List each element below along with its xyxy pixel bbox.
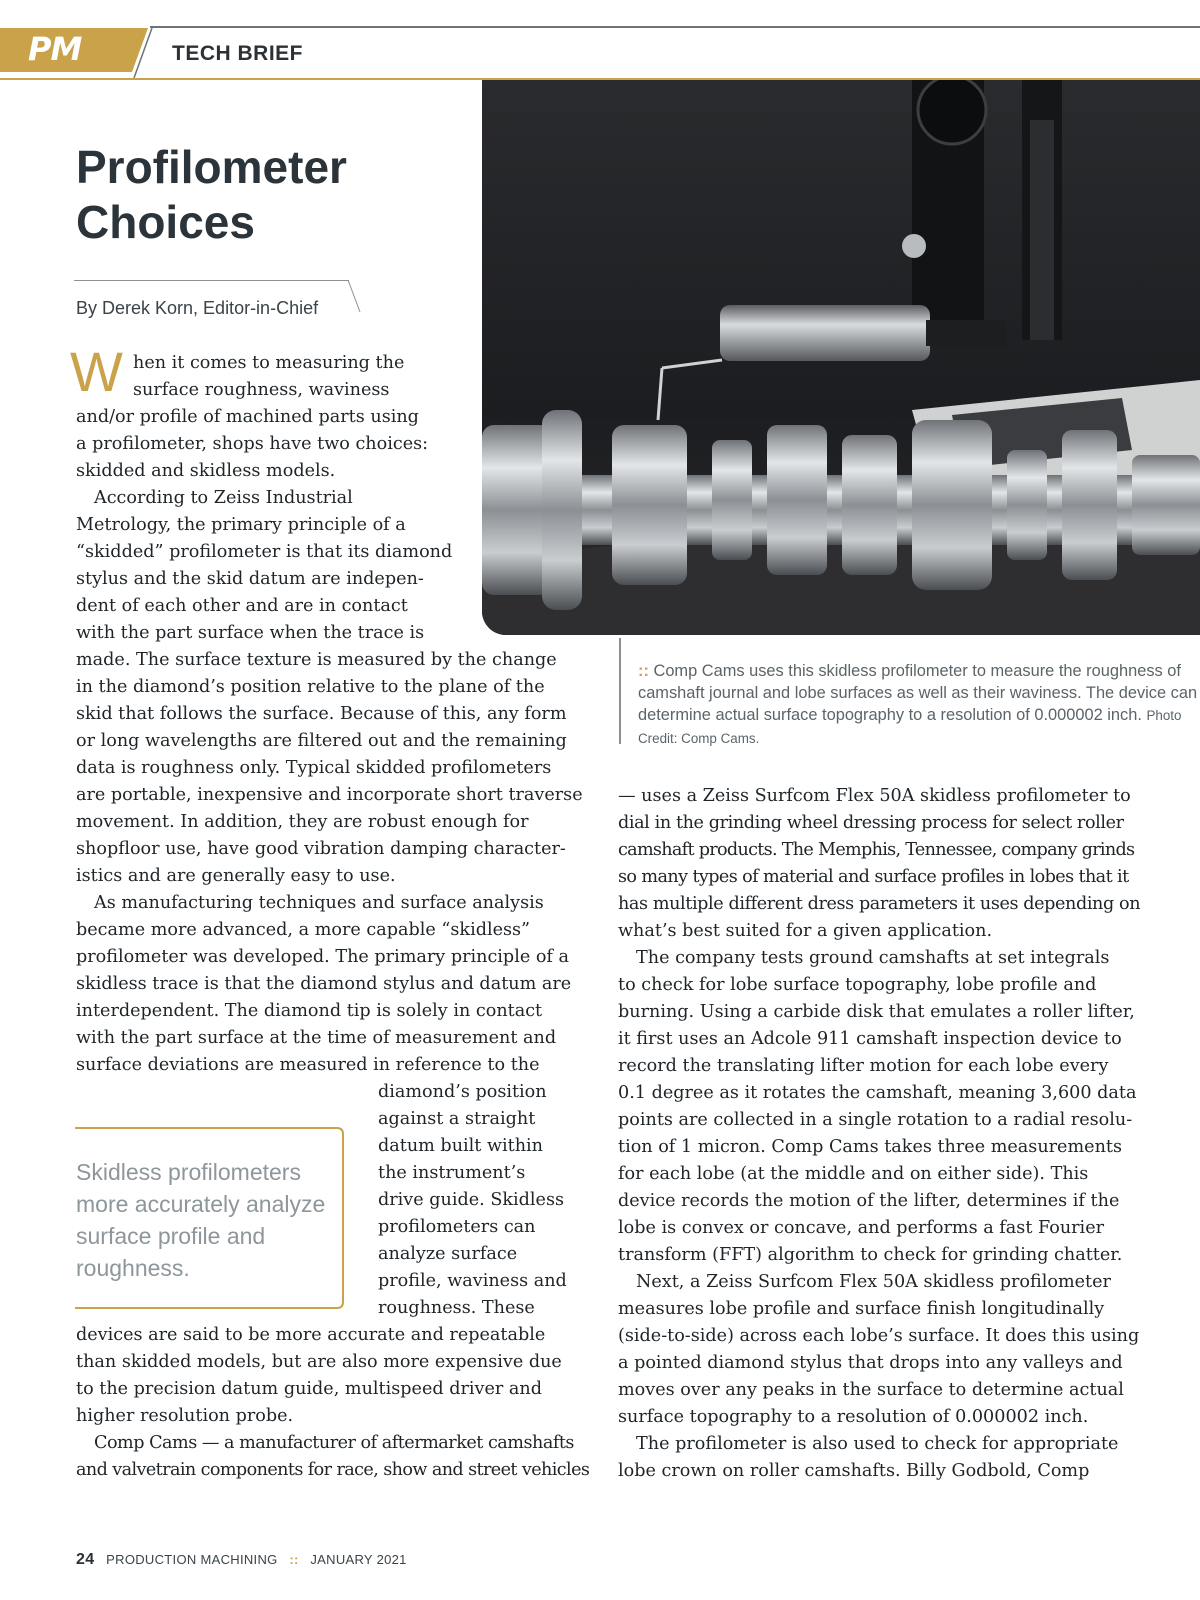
body-line: device records the motion of the lifter, determines if the bbox=[618, 1191, 1120, 1211]
page-footer bbox=[76, 1551, 407, 1569]
body-line: analyze surface bbox=[378, 1244, 518, 1264]
caption-rule bbox=[619, 638, 621, 744]
photo-illustration bbox=[482, 80, 1200, 635]
body-line: As manufacturing techniques and surface analysis bbox=[94, 893, 544, 913]
body-line: a pointed diamond stylus that drops into any valleys and bbox=[618, 1353, 1123, 1373]
body-line: skid that follows the surface. Because of this, any form bbox=[76, 704, 567, 724]
byline: By Derek Korn, Editor-in-Chief bbox=[76, 298, 319, 318]
body-line: to the precision datum guide, multispeed driver and bbox=[76, 1379, 542, 1399]
title-line: Profilometer bbox=[76, 141, 347, 193]
body-line: it first uses an Adcole 911 camshaft inspection device to bbox=[618, 1029, 1122, 1049]
body-line: diamond’s position bbox=[378, 1082, 547, 1102]
body-line: or long wavelengths are filtered out and the remaining bbox=[76, 731, 567, 751]
body-line: lobe is convex or concave, and performs a fast Fourier bbox=[618, 1218, 1105, 1238]
body-line: surface deviations are measured in reference to the bbox=[76, 1055, 540, 1075]
body-line: a profilometer, shops have two choices: bbox=[76, 434, 429, 454]
body-line: 0.1 degree as it rotates the camshaft, meaning 3,600 data bbox=[618, 1083, 1137, 1103]
body-line: in the diamond’s position relative to the plane of the bbox=[76, 677, 545, 697]
body-line: for each lobe (at the middle and on either side). This bbox=[618, 1164, 1089, 1184]
pm-logo: PM bbox=[28, 30, 82, 68]
body-line: what’s best suited for a given application. bbox=[618, 921, 993, 941]
body-line: istics and are generally easy to use. bbox=[76, 866, 396, 886]
publication-name: PRODUCTION MACHINING bbox=[106, 1552, 278, 1567]
drop-cap: W bbox=[70, 340, 123, 403]
body-line: Comp Cams — a manufacturer of aftermarket camshafts bbox=[94, 1433, 574, 1453]
body-line: hen it comes to measuring the bbox=[133, 353, 405, 373]
body-line: “skidded” profilometer is that its diamond bbox=[76, 542, 453, 562]
body-line: Next, a Zeiss Surfcom Flex 50A skidless profilometer bbox=[636, 1272, 1111, 1292]
body-line: became more advanced, a more capable “skidless” bbox=[76, 920, 531, 940]
body-line: record the translating lifter motion for each lobe every bbox=[618, 1056, 1109, 1076]
footer-separator: :: bbox=[289, 1552, 299, 1567]
title-line: Choices bbox=[76, 196, 255, 248]
caption-text: Comp Cams uses this skidless profilometer to measure the roughness of camshaft journal and lobe surfaces as well as their waviness. The device can determine actual surface topography to a resolution of 0.000002 inch. bbox=[638, 662, 1198, 724]
section-label: TECH BRIEF bbox=[172, 42, 303, 65]
body-line: (side-to-side) across each lobe’s surface. It does this using bbox=[618, 1326, 1140, 1346]
page-number: 24 bbox=[76, 1551, 95, 1568]
body-line: higher resolution probe. bbox=[76, 1406, 294, 1426]
body-line: tion of 1 micron. Comp Cams takes three measurements bbox=[618, 1137, 1122, 1157]
body-line: measures lobe profile and surface finish longitudinally bbox=[618, 1299, 1105, 1319]
body-line: profile, waviness and bbox=[378, 1271, 567, 1291]
camshaft-profilometer-photo bbox=[482, 80, 1200, 635]
body-line: Metrology, the primary principle of a bbox=[76, 515, 406, 535]
body-line: stylus and the skid datum are indepen- bbox=[76, 569, 424, 589]
pullquote: Skidless profilometers more accurately analyze surface profile and roughness. bbox=[76, 1159, 326, 1281]
body-line: lobe crown on roller camshafts. Billy Godbold, Comp bbox=[618, 1461, 1090, 1481]
body-line: with the part surface when the trace is bbox=[76, 623, 425, 643]
body-line: The profilometer is also used to check for appropriate bbox=[636, 1434, 1119, 1454]
body-line: moves over any peaks in the surface to determine actual bbox=[618, 1380, 1124, 1400]
body-line: against a straight bbox=[378, 1109, 536, 1129]
body-line: camshaft products. The Memphis, Tennessee, company grinds bbox=[618, 840, 1135, 860]
body-line: — uses a Zeiss Surfcom Flex 50A skidless profilometer to bbox=[618, 786, 1131, 806]
body-line: profilometers can bbox=[378, 1217, 536, 1237]
header-top-rule bbox=[150, 26, 1200, 28]
header-divider-slash bbox=[128, 28, 168, 78]
issue-date: JANUARY 2021 bbox=[310, 1552, 407, 1567]
body-line: burning. Using a carbide disk that emulates a roller lifter, bbox=[618, 1002, 1135, 1022]
body-line: to check for lobe surface topography, lobe profile and bbox=[618, 975, 1097, 995]
body-line: According to Zeiss Industrial bbox=[94, 488, 353, 508]
body-line: and/or profile of machined parts using bbox=[76, 407, 419, 427]
body-line: the instrument’s bbox=[378, 1163, 526, 1183]
caption-marker: :: bbox=[638, 662, 649, 680]
body-line: interdependent. The diamond tip is solely in contact bbox=[76, 1001, 543, 1021]
body-line: has multiple different dress parameters it uses depending on bbox=[618, 894, 1141, 914]
body-line: profilometer was developed. The primary principle of a bbox=[76, 947, 570, 967]
body-line: data is roughness only. Typical skidded profilometers bbox=[76, 758, 552, 778]
body-line: devices are said to be more accurate and repeatable bbox=[76, 1325, 546, 1345]
body-line: movement. In addition, they are robust enough for bbox=[76, 812, 529, 832]
body-line: made. The surface texture is measured by the change bbox=[76, 650, 557, 670]
body-line: drive guide. Skidless bbox=[378, 1190, 565, 1210]
body-line: surface roughness, waviness bbox=[133, 380, 390, 400]
photo-credit: Photo Credit: Comp Cams. bbox=[638, 708, 1182, 746]
body-line: shopfloor use, have good vibration damping character- bbox=[76, 839, 566, 859]
article-title bbox=[76, 140, 466, 250]
body-line: transform (FFT) algorithm to check for grinding chatter. bbox=[618, 1245, 1123, 1265]
byline-rule bbox=[74, 280, 349, 281]
byline-tick bbox=[344, 280, 364, 316]
body-line: roughness. These bbox=[378, 1298, 535, 1318]
body-line: than skidded models, but are also more expensive due bbox=[76, 1352, 562, 1372]
body-line: and valvetrain components for race, show and street vehicles bbox=[76, 1460, 590, 1480]
body-line: dent of each other and are in contact bbox=[76, 596, 408, 616]
body-line: with the part surface at the time of measurement and bbox=[76, 1028, 557, 1048]
body-line: surface topography to a resolution of 0.000002 inch. bbox=[618, 1407, 1089, 1427]
body-line: are portable, inexpensive and incorporate short traverse bbox=[76, 785, 583, 805]
body-line: dial in the grinding wheel dressing process for select roller bbox=[618, 813, 1124, 833]
body-line: so many types of material and surface profiles in lobes that it bbox=[618, 867, 1129, 887]
body-line: skidded and skidless models. bbox=[76, 461, 336, 481]
body-line: points are collected in a single rotation to a radial resolu- bbox=[618, 1110, 1133, 1130]
body-line: datum built within bbox=[378, 1136, 543, 1156]
body-line: skidless trace is that the diamond stylus and datum are bbox=[76, 974, 572, 994]
photo-caption bbox=[638, 660, 1198, 750]
body-line: The company tests ground camshafts at set integrals bbox=[636, 948, 1110, 968]
